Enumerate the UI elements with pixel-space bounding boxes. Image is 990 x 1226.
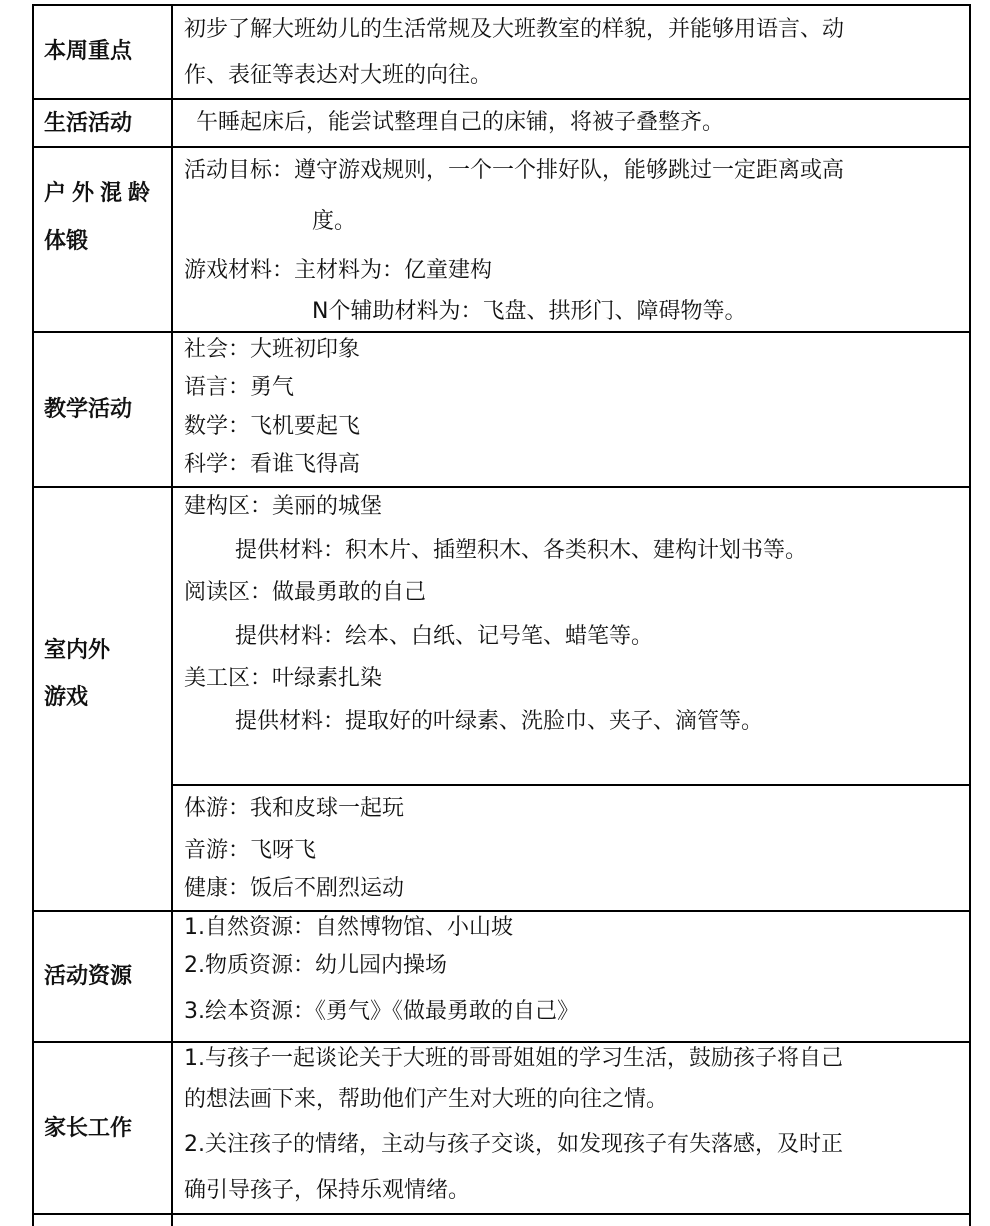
category-daily-life: 生活活动 xyxy=(44,111,133,136)
content-line: 确引导孩子，保持乐观情绪。 xyxy=(184,1178,471,1203)
row-divider xyxy=(32,331,971,333)
content-line: 科学：看谁飞得高 xyxy=(184,452,361,477)
row-divider xyxy=(32,1213,971,1215)
subrow-divider xyxy=(172,784,971,786)
content-line: 提供材料：绘本、白纸、记号笔、蜡笔等。 xyxy=(235,624,654,649)
category-resources: 活动资源 xyxy=(44,964,133,989)
content-line: 1.自然资源：自然博物馆、小山坡 xyxy=(184,915,513,940)
content-line: 的想法画下来，帮助他们产生对大班的向往之情。 xyxy=(184,1087,669,1112)
content-line: 阅读区：做最勇敢的自己 xyxy=(184,580,427,605)
content-line: 活动目标：遵守游戏规则，一个一个排好队，能够跳过一定距离或高 xyxy=(184,158,845,183)
row-divider xyxy=(32,910,971,912)
content-line: 提供材料：提取好的叶绿素、洗脸巾、夹子、滴管等。 xyxy=(235,709,764,734)
content-line: 度。 xyxy=(312,209,357,234)
content-line: 体游：我和皮球一起玩 xyxy=(184,796,405,821)
table-border-left xyxy=(32,4,34,1226)
row-divider xyxy=(32,146,971,148)
content-line: 音游：飞呀飞 xyxy=(184,838,317,863)
category-weekly-focus: 本周重点 xyxy=(44,39,133,64)
content-line: 午睡起床后，能尝试整理自己的床铺，将被子叠整齐。 xyxy=(196,110,725,135)
category-outdoor-exercise: 户外混龄 xyxy=(44,181,157,206)
content-line: 作、表征等表达对大班的向往。 xyxy=(184,63,493,88)
content-line: 2.关注孩子的情绪，主动与孩子交谈，如发现孩子有失落感，及时正 xyxy=(184,1132,843,1157)
content-line: 游戏材料：主材料为：亿童建构 xyxy=(184,258,493,283)
content-line: 3.绘本资源：《勇气》《做最勇敢的自己》 xyxy=(184,999,579,1024)
category-games: 室内外 xyxy=(44,638,111,663)
table-border-right xyxy=(969,4,971,1226)
content-line: 健康：饭后不剧烈运动 xyxy=(184,876,405,901)
content-line: 建构区：美丽的城堡 xyxy=(184,494,383,519)
content-line: 数学：飞机要起飞 xyxy=(184,414,361,439)
category-parent-work: 家长工作 xyxy=(44,1116,133,1141)
category-games: 游戏 xyxy=(44,685,89,710)
table-border-top xyxy=(32,4,971,6)
content-line: 初步了解大班幼儿的生活常规及大班教室的样貌，并能够用语言、动 xyxy=(184,17,845,42)
content-line: 美工区：叶绿素扎染 xyxy=(184,666,383,691)
category-teaching: 教学活动 xyxy=(44,397,133,422)
content-line: N个辅助材料为：飞盘、拱形门、障碍物等。 xyxy=(312,299,747,324)
row-divider xyxy=(32,98,971,100)
content-line: 社会：大班初印象 xyxy=(184,337,361,362)
content-line: 2.物质资源：幼儿园内操场 xyxy=(184,953,447,978)
category-outdoor-exercise: 体锻 xyxy=(44,229,89,254)
content-line: 1.与孩子一起谈论关于大班的哥哥姐姐的学习生活，鼓励孩子将自己 xyxy=(184,1046,843,1071)
content-line: 语言：勇气 xyxy=(184,375,295,400)
content-line: 提供材料：积木片、插塑积木、各类积木、建构计划书等。 xyxy=(235,538,808,563)
row-divider xyxy=(32,1041,971,1043)
column-divider xyxy=(171,4,173,1226)
row-divider xyxy=(32,486,971,488)
